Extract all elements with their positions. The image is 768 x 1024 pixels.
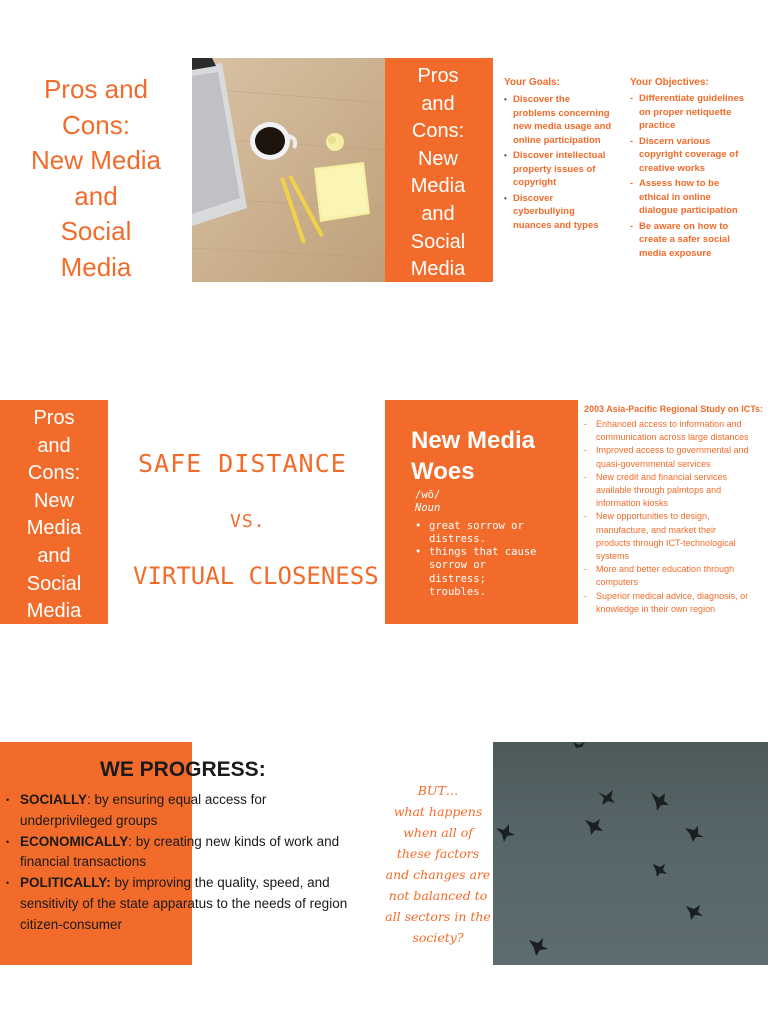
pronunciation: /wō/ bbox=[415, 489, 441, 501]
box-title-line: Cons: bbox=[411, 120, 465, 143]
box-title-line: Media bbox=[410, 258, 466, 281]
objective-line: - Discern various bbox=[639, 135, 711, 147]
ict-line: - New opportunities to design, bbox=[596, 511, 710, 522]
title-line: New Media bbox=[411, 427, 536, 454]
objective-line: media exposure bbox=[639, 247, 712, 259]
ict-line: available through palmtops and bbox=[596, 485, 722, 496]
ict-line: information kiosks bbox=[596, 498, 669, 509]
ict-line: - Improved access to governmental and bbox=[596, 445, 749, 456]
objective-item bbox=[630, 135, 764, 176]
goal-item bbox=[504, 93, 628, 147]
goal-line: cyberbullying bbox=[513, 206, 575, 217]
question-line: and changes are bbox=[385, 867, 491, 882]
objective-item bbox=[630, 177, 764, 218]
virtual-closeness-text: VIRTUAL CLOSENESS bbox=[133, 562, 379, 590]
ict-line: systems bbox=[596, 551, 630, 562]
ict-line: - New credit and financial services bbox=[596, 471, 728, 482]
objective-line: - Be aware on how to bbox=[639, 220, 729, 232]
slide1-title-line: Social bbox=[60, 216, 132, 246]
definition-item bbox=[415, 520, 536, 547]
desk-photo-illustration bbox=[192, 58, 385, 282]
objectives-heading: Your Objectives: bbox=[630, 77, 709, 88]
definition-line: • great sorrow or bbox=[429, 519, 524, 532]
definition-list bbox=[415, 520, 536, 600]
ict-line: - More and better education through bbox=[596, 564, 735, 575]
woes-definition bbox=[415, 489, 536, 599]
box-title-line: New bbox=[33, 489, 74, 512]
progress-list bbox=[4, 790, 379, 936]
progress-text: sensitivity of the state apparatus to the needs of region bbox=[20, 895, 348, 911]
ict-line: - Superior medical advice, diagnosis, or bbox=[596, 590, 749, 601]
progress-text: : by ensuring equal access for bbox=[87, 792, 267, 807]
goal-line: problems concerning bbox=[513, 107, 610, 119]
slide1-box-title bbox=[385, 63, 491, 284]
objective-line: creative works bbox=[639, 162, 706, 174]
ict-item bbox=[584, 471, 768, 511]
goal-line: • Discover intellectual bbox=[513, 150, 606, 161]
progress-text: by improving the quality, speed, and bbox=[110, 875, 330, 891]
ict-item bbox=[584, 590, 768, 616]
progress-label: ECONOMICALLY bbox=[20, 833, 129, 849]
box-title-line: Cons: bbox=[27, 462, 81, 485]
definition-line: troubles. bbox=[429, 586, 486, 599]
ict-study-list bbox=[584, 418, 768, 616]
box-title-line: and bbox=[37, 434, 71, 457]
box-title-line: Pros bbox=[33, 407, 75, 429]
objective-line: create a safer social bbox=[639, 234, 730, 245]
we-progress-title: WE PROGRESS: bbox=[100, 758, 266, 781]
objective-line: - Assess how to be bbox=[639, 178, 720, 189]
ict-line: manufacture, and market their bbox=[596, 524, 717, 535]
goal-line: • Discover bbox=[513, 192, 554, 204]
question-line: what happens bbox=[393, 804, 483, 819]
objective-line: ethical in online bbox=[639, 191, 711, 203]
progress-label: SOCIALLY bbox=[20, 792, 88, 807]
progress-item bbox=[4, 873, 379, 935]
progress-text: financial transactions bbox=[20, 854, 147, 870]
box-title-line: Social bbox=[410, 230, 466, 253]
ict-line: - Enhanced access to information and bbox=[596, 419, 742, 429]
goal-item bbox=[504, 149, 628, 190]
ict-line: products through ICT-technological bbox=[596, 537, 736, 548]
slide1-title-line: Cons: bbox=[62, 109, 130, 140]
goals-list bbox=[504, 93, 628, 232]
new-media-woes-title bbox=[411, 425, 535, 487]
objective-item bbox=[630, 220, 764, 261]
safe-distance-text: SAFE DISTANCE bbox=[138, 449, 347, 478]
progress-text: citizen-consumer bbox=[20, 916, 123, 932]
objective-line: on proper netiquette bbox=[639, 106, 732, 118]
question-line: society? bbox=[412, 930, 464, 945]
definition-line: sorrow or bbox=[429, 559, 486, 572]
ict-item bbox=[584, 563, 768, 589]
definition-item bbox=[415, 546, 536, 599]
goal-line: online participation bbox=[513, 134, 601, 146]
box-title-line: Media bbox=[26, 517, 82, 540]
part-of-speech: Noun bbox=[415, 502, 441, 515]
objective-line: dialogue participation bbox=[639, 205, 738, 216]
box-title-line: and bbox=[37, 544, 71, 567]
progress-text: : by creating new kinds of work and bbox=[128, 833, 340, 849]
goal-line: copyright bbox=[513, 177, 557, 188]
objectives-column bbox=[630, 77, 764, 262]
ict-item bbox=[584, 510, 768, 563]
objective-line: practice bbox=[639, 120, 676, 131]
ict-study-heading: 2003 Asia-Pacific Regional Study on ICTs: bbox=[584, 404, 764, 414]
objective-item bbox=[630, 92, 764, 133]
goals-heading: Your Goals: bbox=[504, 77, 560, 88]
ict-item bbox=[584, 444, 768, 470]
ict-line: computers bbox=[596, 577, 639, 588]
box-title-line: Media bbox=[26, 600, 82, 623]
box-title-line: Social bbox=[26, 572, 82, 595]
birds-illustration bbox=[493, 742, 768, 965]
goal-item bbox=[504, 192, 628, 233]
but-question-text bbox=[384, 780, 492, 948]
box-title-line: New bbox=[417, 147, 458, 170]
definition-line: distress; bbox=[429, 572, 486, 585]
slide1-title-line: Pros and bbox=[43, 74, 149, 104]
objective-line: - Differentiate guidelines bbox=[639, 93, 745, 104]
progress-item bbox=[4, 832, 379, 874]
goal-line: nuances and types bbox=[513, 219, 599, 231]
box-title-line: Media bbox=[410, 175, 466, 198]
ict-line: quasi-governmental services bbox=[596, 458, 711, 469]
question-line: when all of bbox=[403, 825, 473, 840]
desk-photo bbox=[192, 58, 385, 282]
definition-line: distress. bbox=[429, 532, 486, 545]
slide1-title-line: and bbox=[74, 180, 118, 211]
versus-text: VS. bbox=[230, 511, 266, 532]
ict-item bbox=[584, 418, 768, 444]
goal-line: new media usage and bbox=[513, 121, 612, 132]
objective-line: copyright coverage of bbox=[639, 149, 739, 160]
birds-photo bbox=[493, 742, 768, 965]
box-title-line: and bbox=[421, 202, 455, 225]
slide1-title bbox=[14, 72, 178, 285]
ict-line: communication across large distances bbox=[596, 432, 749, 443]
definition-line: • things that cause bbox=[429, 546, 537, 559]
box-title-line: Pros bbox=[417, 65, 459, 87]
box-title-line: and bbox=[421, 92, 455, 115]
question-line: all sectors in the bbox=[385, 909, 491, 924]
goals-column bbox=[504, 77, 628, 234]
slide1-title-line: Media bbox=[60, 251, 132, 282]
progress-label: POLITICALLY: bbox=[20, 875, 111, 891]
progress-item bbox=[4, 790, 379, 832]
question-line: not balanced to bbox=[388, 888, 488, 903]
question-line: these factors bbox=[396, 846, 480, 861]
question-line: BUT… bbox=[417, 783, 459, 798]
slide2-box-title bbox=[0, 405, 108, 626]
goal-line: • Discover the bbox=[513, 94, 571, 105]
objectives-list bbox=[630, 92, 764, 260]
ict-line: knowledge in their own region bbox=[596, 603, 716, 614]
goal-line: property issues of bbox=[513, 163, 596, 175]
slide1-title-line: New Media bbox=[30, 145, 162, 175]
progress-text: underprivileged groups bbox=[20, 812, 158, 828]
title-line: Woes bbox=[411, 458, 475, 485]
